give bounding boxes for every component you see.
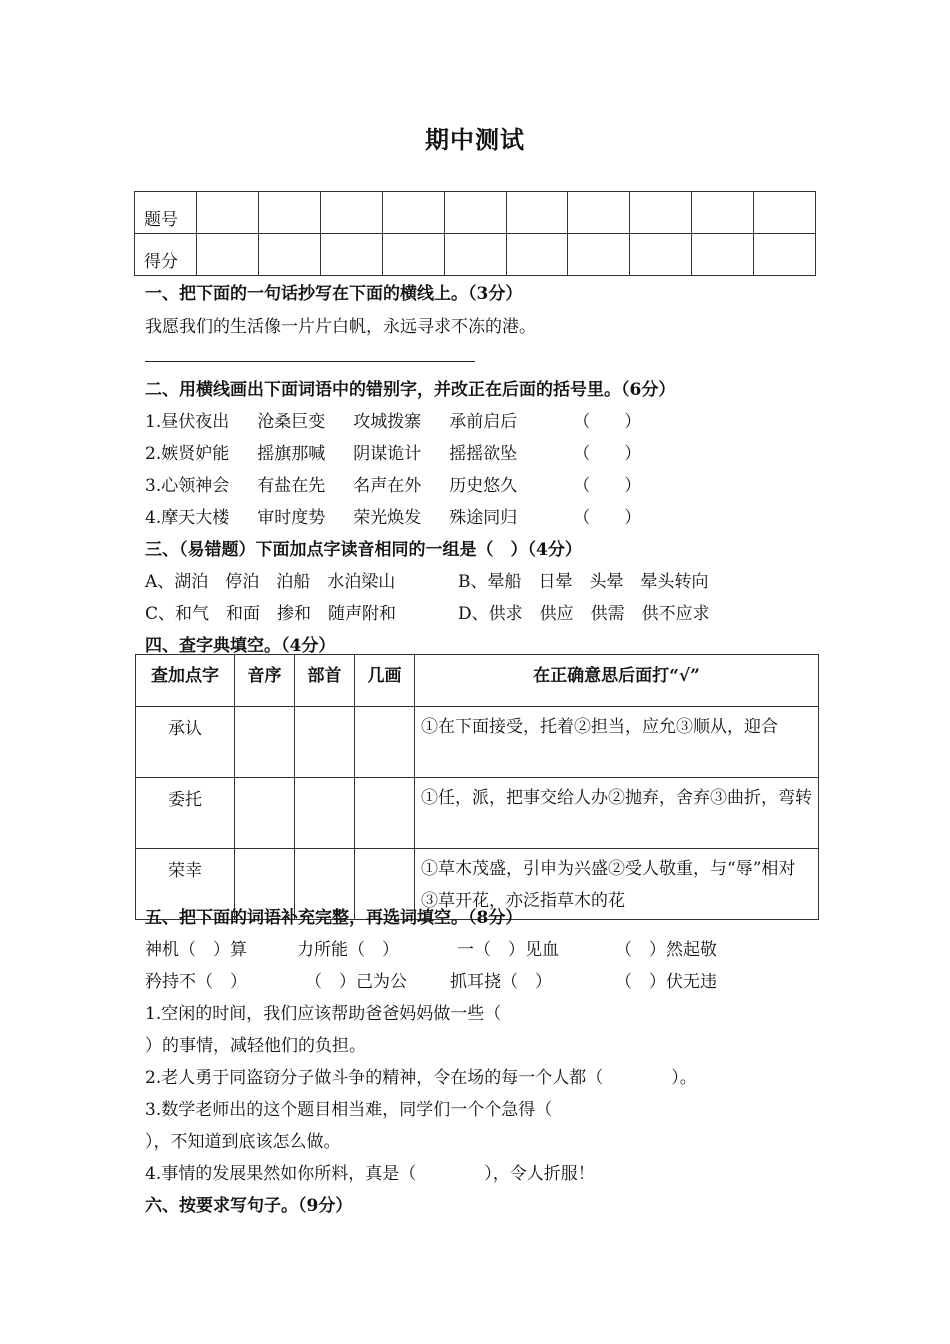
section-1-heading: 一、把下面的一句话抄写在下面的横线上。（3分）	[145, 284, 523, 304]
score-cell[interactable]	[320, 234, 382, 276]
option-c[interactable]: C、和气 和面 掺和 随声附和	[145, 604, 397, 624]
score-cell[interactable]	[444, 192, 506, 234]
stroke-count-cell[interactable]	[355, 778, 415, 849]
fill-question-3: 3.数学老师出的这个题目相当难，同学们一个个急得（	[145, 1100, 553, 1120]
typo-row-3	[145, 471, 641, 496]
radical-cell[interactable]	[295, 707, 355, 778]
word: 殊途同归	[449, 508, 518, 528]
score-cell[interactable]	[692, 192, 754, 234]
column-header: 在正确意思后面打“√”	[415, 655, 819, 707]
dictionary-row	[136, 707, 819, 778]
word: 名声在外	[353, 476, 422, 496]
score-row-label: 得分	[135, 234, 197, 276]
pinyin-initial-cell[interactable]	[235, 707, 295, 778]
score-cell[interactable]	[630, 192, 692, 234]
section-3-heading: 三、（易错题）下面加点字读音相同的一组是（ ）（4分）	[145, 540, 582, 560]
score-cell[interactable]	[197, 192, 259, 234]
word: 承前启后	[449, 412, 518, 432]
option-b[interactable]: B、晕船 日晕 头晕 晕头转向	[458, 572, 709, 592]
score-cell[interactable]	[754, 234, 816, 276]
idiom-row-1	[145, 935, 717, 960]
word: 摩天大楼	[161, 508, 230, 528]
idiom-blank[interactable]: （ ）然起敬	[615, 940, 717, 960]
fill-question-1: 1.空闲的时间，我们应该帮助爸爸妈妈做一些（	[145, 1004, 502, 1024]
word-cell: 承认	[136, 707, 235, 778]
word: 历史悠久	[449, 476, 518, 496]
score-row-question-number	[135, 192, 816, 234]
score-cell[interactable]	[382, 234, 444, 276]
section-2-heading: 二、用横线画出下面词语中的错别字，并改正在后面的括号里。（6分）	[145, 380, 676, 400]
idiom-blank[interactable]: 神机（ ）算	[145, 940, 247, 960]
section-5-heading: 五、把下面的词语补充完整，再选词填空。（8分）	[145, 908, 523, 928]
score-cell[interactable]	[754, 192, 816, 234]
page-title: 期中测试	[425, 125, 525, 154]
idiom-blank[interactable]: 力所能（ ）	[297, 940, 399, 960]
meaning-cell[interactable]: ①在下面接受，托着②担当，应允③顺从，迎合	[415, 707, 819, 778]
option-a[interactable]: A、湖泊 停泊 泊船 水泊梁山	[145, 572, 396, 592]
score-cell[interactable]	[444, 234, 506, 276]
copy-answer-line[interactable]	[145, 361, 475, 362]
score-cell[interactable]	[382, 192, 444, 234]
word: 审时度势	[257, 508, 326, 528]
word: 心领神会	[161, 476, 230, 496]
answer-blank[interactable]: （ ）	[573, 476, 642, 496]
score-cell[interactable]	[259, 234, 321, 276]
column-header: 查加点字	[136, 655, 235, 707]
answer-blank[interactable]: （ ）	[573, 444, 642, 464]
score-table	[134, 191, 816, 276]
row-number: 4.	[145, 508, 162, 528]
meaning-cell[interactable]: ①草木茂盛，引申为兴盛②受人敬重，与“辱”相对③草开花，亦泛指草木的花	[415, 849, 819, 920]
idiom-blank[interactable]: （ ）伏无违	[615, 972, 717, 992]
fill-question-4: 4.事情的发展果然如你所料，真是（ ），令人折服！	[145, 1164, 595, 1184]
answer-blank[interactable]: （ ）	[573, 412, 642, 432]
score-cell[interactable]	[630, 234, 692, 276]
idiom-blank[interactable]: （ ）己为公	[305, 972, 407, 992]
word-cell: 荣幸	[136, 849, 235, 920]
typo-row-1	[145, 407, 641, 432]
word: 昼伏夜出	[161, 412, 230, 432]
column-header: 几画	[355, 655, 415, 707]
score-row-label: 题号	[135, 192, 197, 234]
word: 嫉贤妒能	[161, 444, 230, 464]
column-header: 音序	[235, 655, 295, 707]
pinyin-initial-cell[interactable]	[235, 778, 295, 849]
word: 荣光焕发	[353, 508, 422, 528]
idiom-blank[interactable]: 抓耳挠（ ）	[450, 972, 552, 992]
section-6-heading: 六、按要求写句子。（9分）	[145, 1196, 353, 1216]
word: 摇旗那喊	[257, 444, 326, 464]
option-d[interactable]: D、供求 供应 供需 供不应求	[458, 604, 710, 624]
section-4-heading: 四、查字典填空。（4分）	[145, 636, 336, 656]
row-number: 1.	[145, 412, 162, 432]
copy-sentence: 我愿我们的生活像一片片白帆，永远寻求不冻的港。	[145, 317, 536, 337]
idiom-row-2	[145, 967, 717, 992]
typo-row-2	[145, 439, 641, 464]
fill-question-1-cont: ）的事情，减轻他们的负担。	[145, 1036, 366, 1056]
score-cell[interactable]	[568, 234, 630, 276]
stroke-count-cell[interactable]	[355, 707, 415, 778]
fill-question-2: 2.老人勇于同盗窃分子做斗争的精神，令在场的每一个人都（ ）。	[145, 1068, 697, 1088]
score-cell[interactable]	[320, 192, 382, 234]
answer-blank[interactable]: （ ）	[573, 508, 642, 528]
word: 沧桑巨变	[257, 412, 326, 432]
dictionary-row	[136, 778, 819, 849]
word: 攻城拨寨	[353, 412, 422, 432]
word: 有盐在先	[257, 476, 326, 496]
radical-cell[interactable]	[295, 778, 355, 849]
row-number: 2.	[145, 444, 162, 464]
score-cell[interactable]	[692, 234, 754, 276]
score-cell[interactable]	[506, 234, 568, 276]
idiom-blank[interactable]: 矜持不（ ）	[145, 972, 247, 992]
score-cell[interactable]	[197, 234, 259, 276]
score-row-score	[135, 234, 816, 276]
score-cell[interactable]	[568, 192, 630, 234]
idiom-blank[interactable]: 一（ ）见血	[457, 940, 559, 960]
word: 阴谋诡计	[353, 444, 422, 464]
score-cell[interactable]	[506, 192, 568, 234]
meaning-cell[interactable]: ①任，派，把事交给人办②抛弃，舍弃③曲折，弯转	[415, 778, 819, 849]
dictionary-header-row	[136, 655, 819, 707]
word: 摇摇欲坠	[449, 444, 518, 464]
typo-row-4	[145, 503, 641, 528]
row-number: 3.	[145, 476, 162, 496]
score-cell[interactable]	[259, 192, 321, 234]
word-cell: 委托	[136, 778, 235, 849]
fill-question-3-cont: ），不知道到底该怎么做。	[145, 1132, 341, 1152]
dictionary-table	[135, 654, 819, 920]
column-header: 部首	[295, 655, 355, 707]
